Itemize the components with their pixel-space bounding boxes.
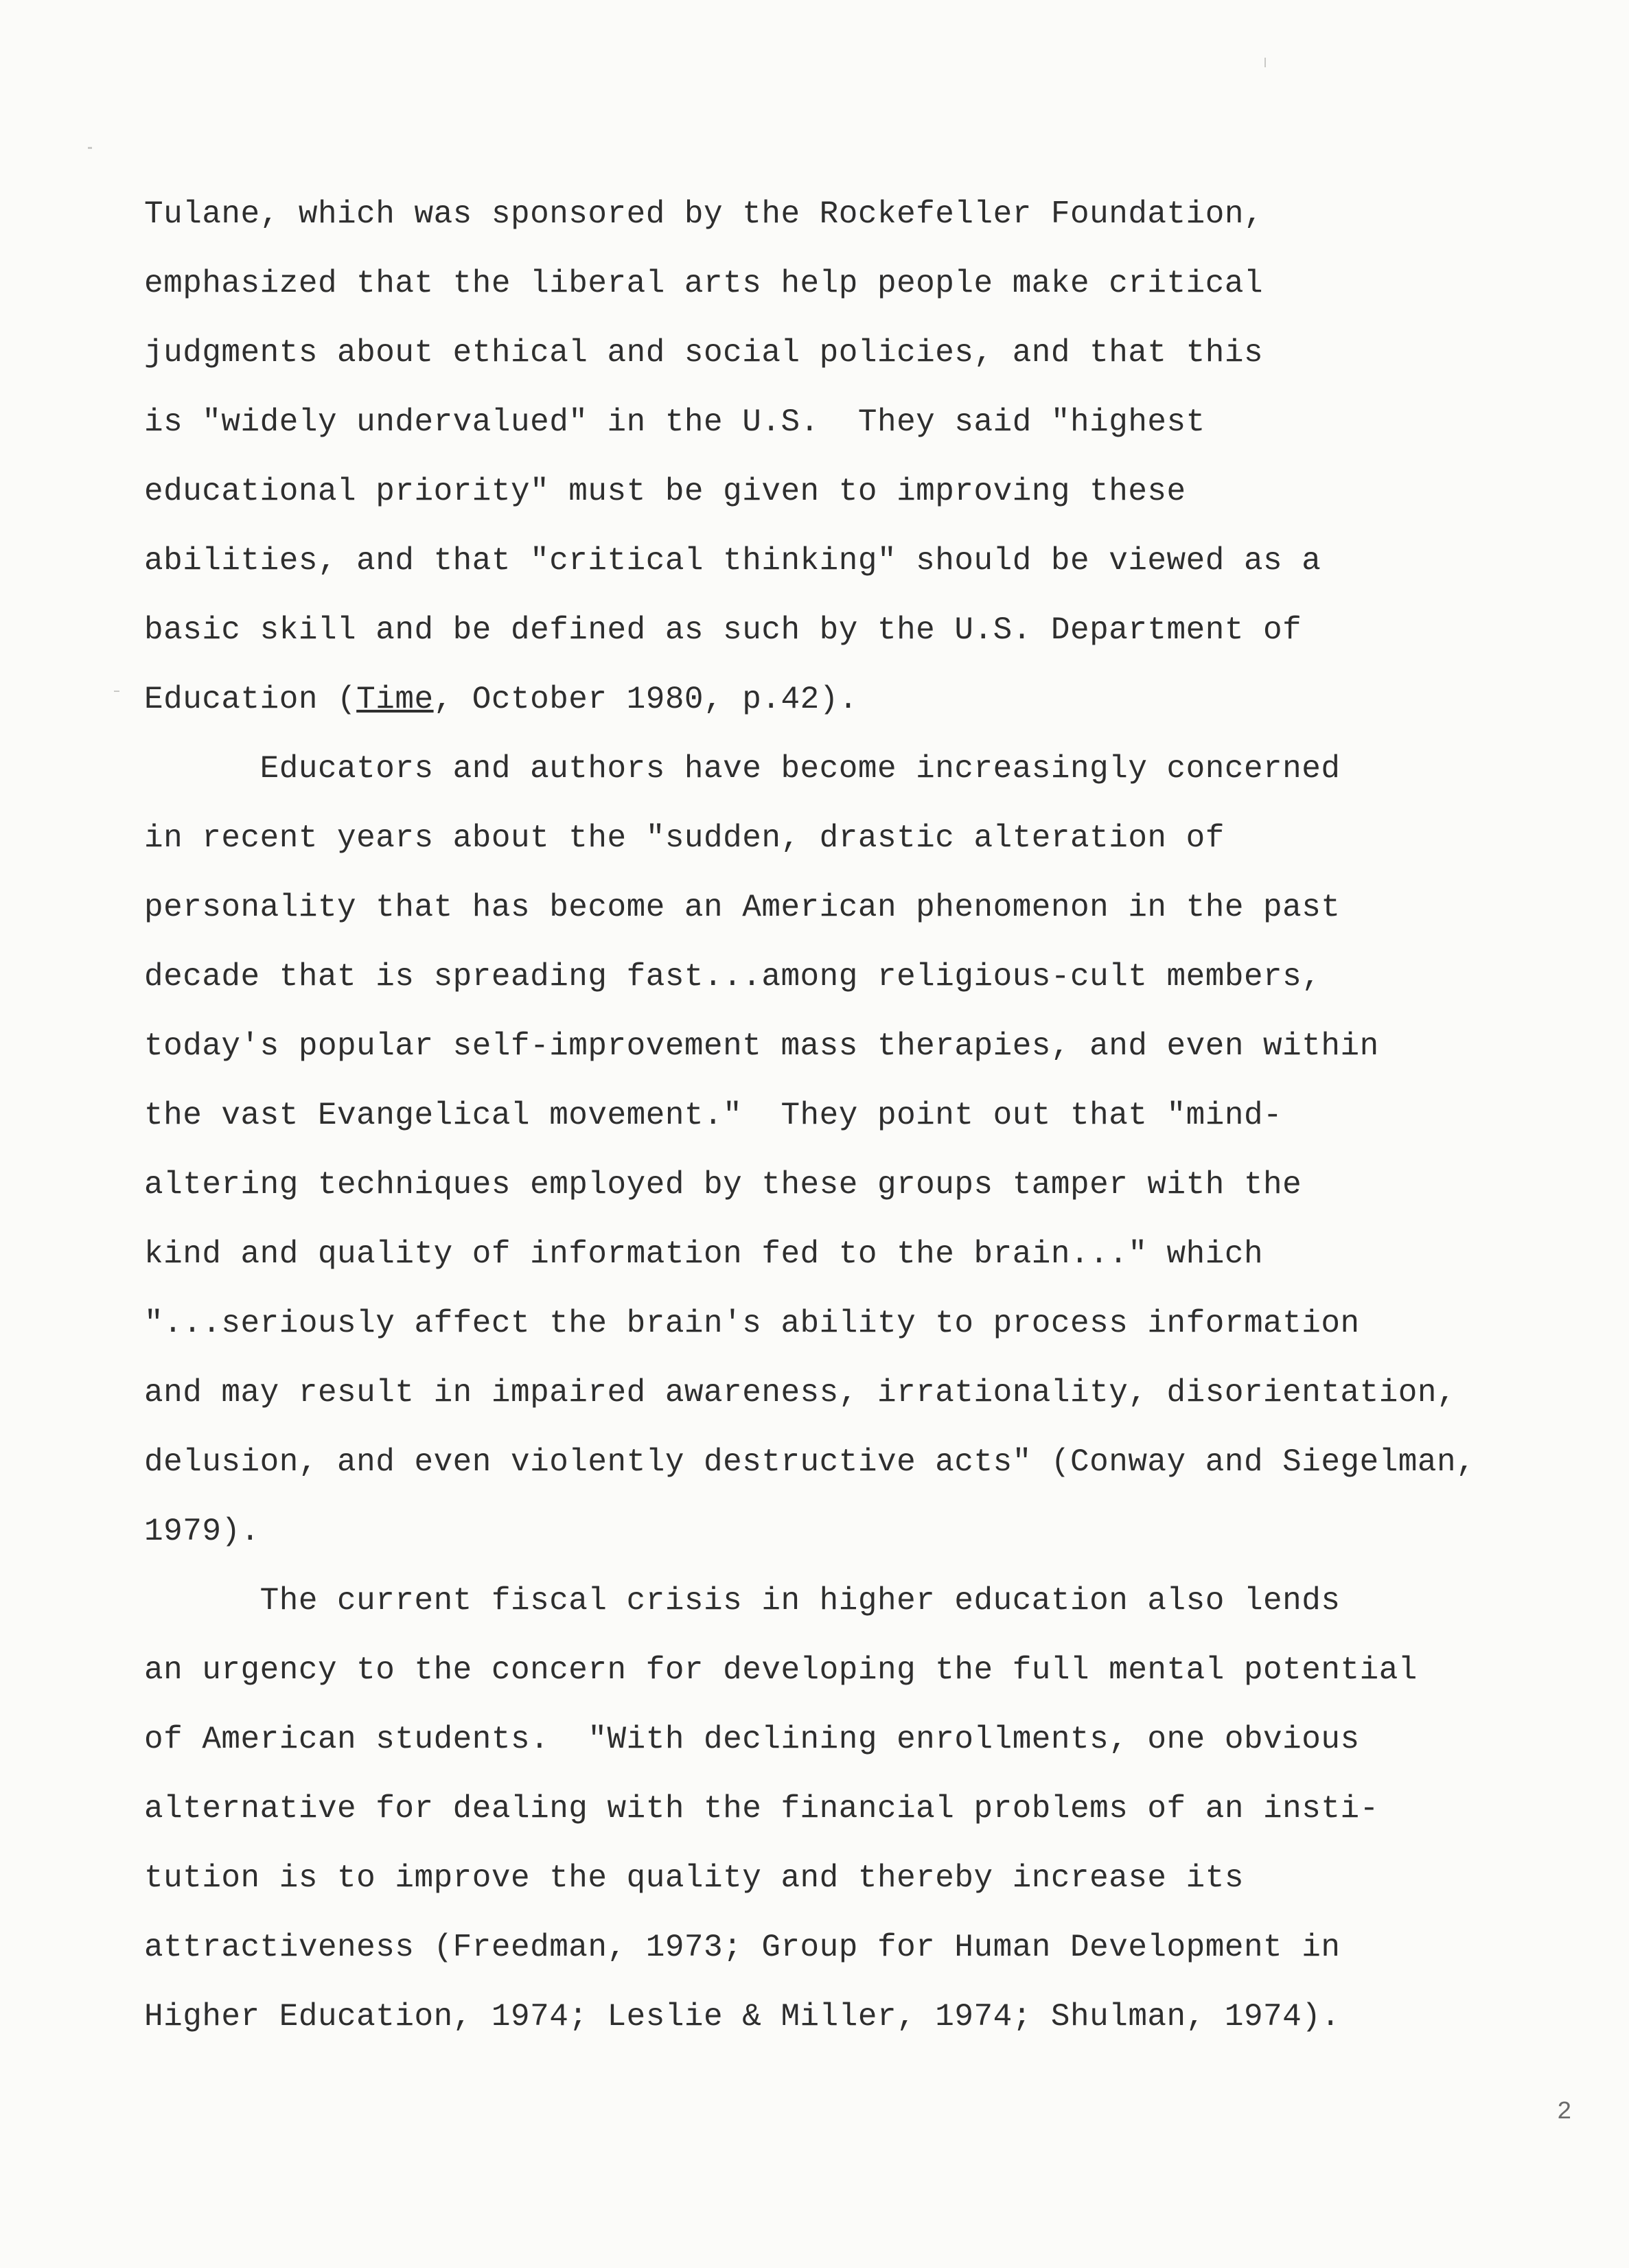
text-line: in recent years about the "sudden, drastic alteration of	[144, 820, 1225, 856]
paper-speck	[88, 147, 92, 149]
publication-title: Time	[356, 682, 434, 717]
text-line: Higher Education, 1974; Leslie & Miller, 1974; Shulman, 1974).	[144, 1999, 1341, 2035]
text-line: the vast Evangelical movement." They point out that "mind-	[144, 1098, 1283, 1133]
paragraph-start-line: The current fiscal crisis in higher education also lends	[144, 1583, 1341, 1619]
text-line: attractiveness (Freedman, 1973; Group for Human Development in	[144, 1930, 1341, 1965]
page-number: 2	[1557, 2098, 1572, 2126]
paper-speck	[1264, 58, 1266, 67]
text-line: Tulane, which was sponsored by the Rockefeller Foundation,	[144, 196, 1264, 232]
paragraph-start-line: Educators and authors have become increasingly concerned	[144, 751, 1341, 787]
text-line: altering techniques employed by these groups tamper with the	[144, 1167, 1302, 1203]
text-line: personality that has become an American phenomenon in the past	[144, 890, 1341, 925]
text-line: an urgency to the concern for developing the full mental potential	[144, 1652, 1418, 1688]
text-line: abilities, and that "critical thinking" should be viewed as a	[144, 543, 1321, 579]
text-line: today's popular self-improvement mass therapies, and even within	[144, 1028, 1379, 1064]
text-line: decade that is spreading fast...among religious-cult members,	[144, 959, 1321, 995]
text-line: delusion, and even violently destructive acts" (Conway and Siegelman,	[144, 1444, 1476, 1480]
text-line: and may result in impaired awareness, irrationality, disorientation,	[144, 1375, 1457, 1411]
text-line: kind and quality of information fed to the brain..." which	[144, 1236, 1264, 1272]
citation-line	[144, 665, 1613, 734]
text-line: judgments about ethical and social policies, and that this	[144, 335, 1264, 371]
text-line: 1979).	[144, 1514, 260, 1549]
text-line: educational priority" must be given to improving these	[144, 474, 1186, 509]
text-line: alternative for dealing with the financial problems of an insti-	[144, 1791, 1379, 1827]
paper-speck	[114, 691, 119, 692]
citation-prefix: Education (	[144, 682, 357, 717]
text-line: is "widely undervalued" in the U.S. They said "highest	[144, 404, 1205, 440]
body-text	[144, 180, 1613, 2052]
text-line: basic skill and be defined as such by the U.S. Department of	[144, 612, 1302, 648]
text-line: emphasized that the liberal arts help people make critical	[144, 266, 1264, 301]
text-line: tution is to improve the quality and thereby increase its	[144, 1860, 1244, 1896]
text-line: of American students. "With declining enrollments, one obvious	[144, 1722, 1360, 1757]
text-line: "...seriously affect the brain's ability to process information	[144, 1306, 1360, 1341]
citation-suffix: , October 1980, p.42).	[433, 682, 858, 717]
